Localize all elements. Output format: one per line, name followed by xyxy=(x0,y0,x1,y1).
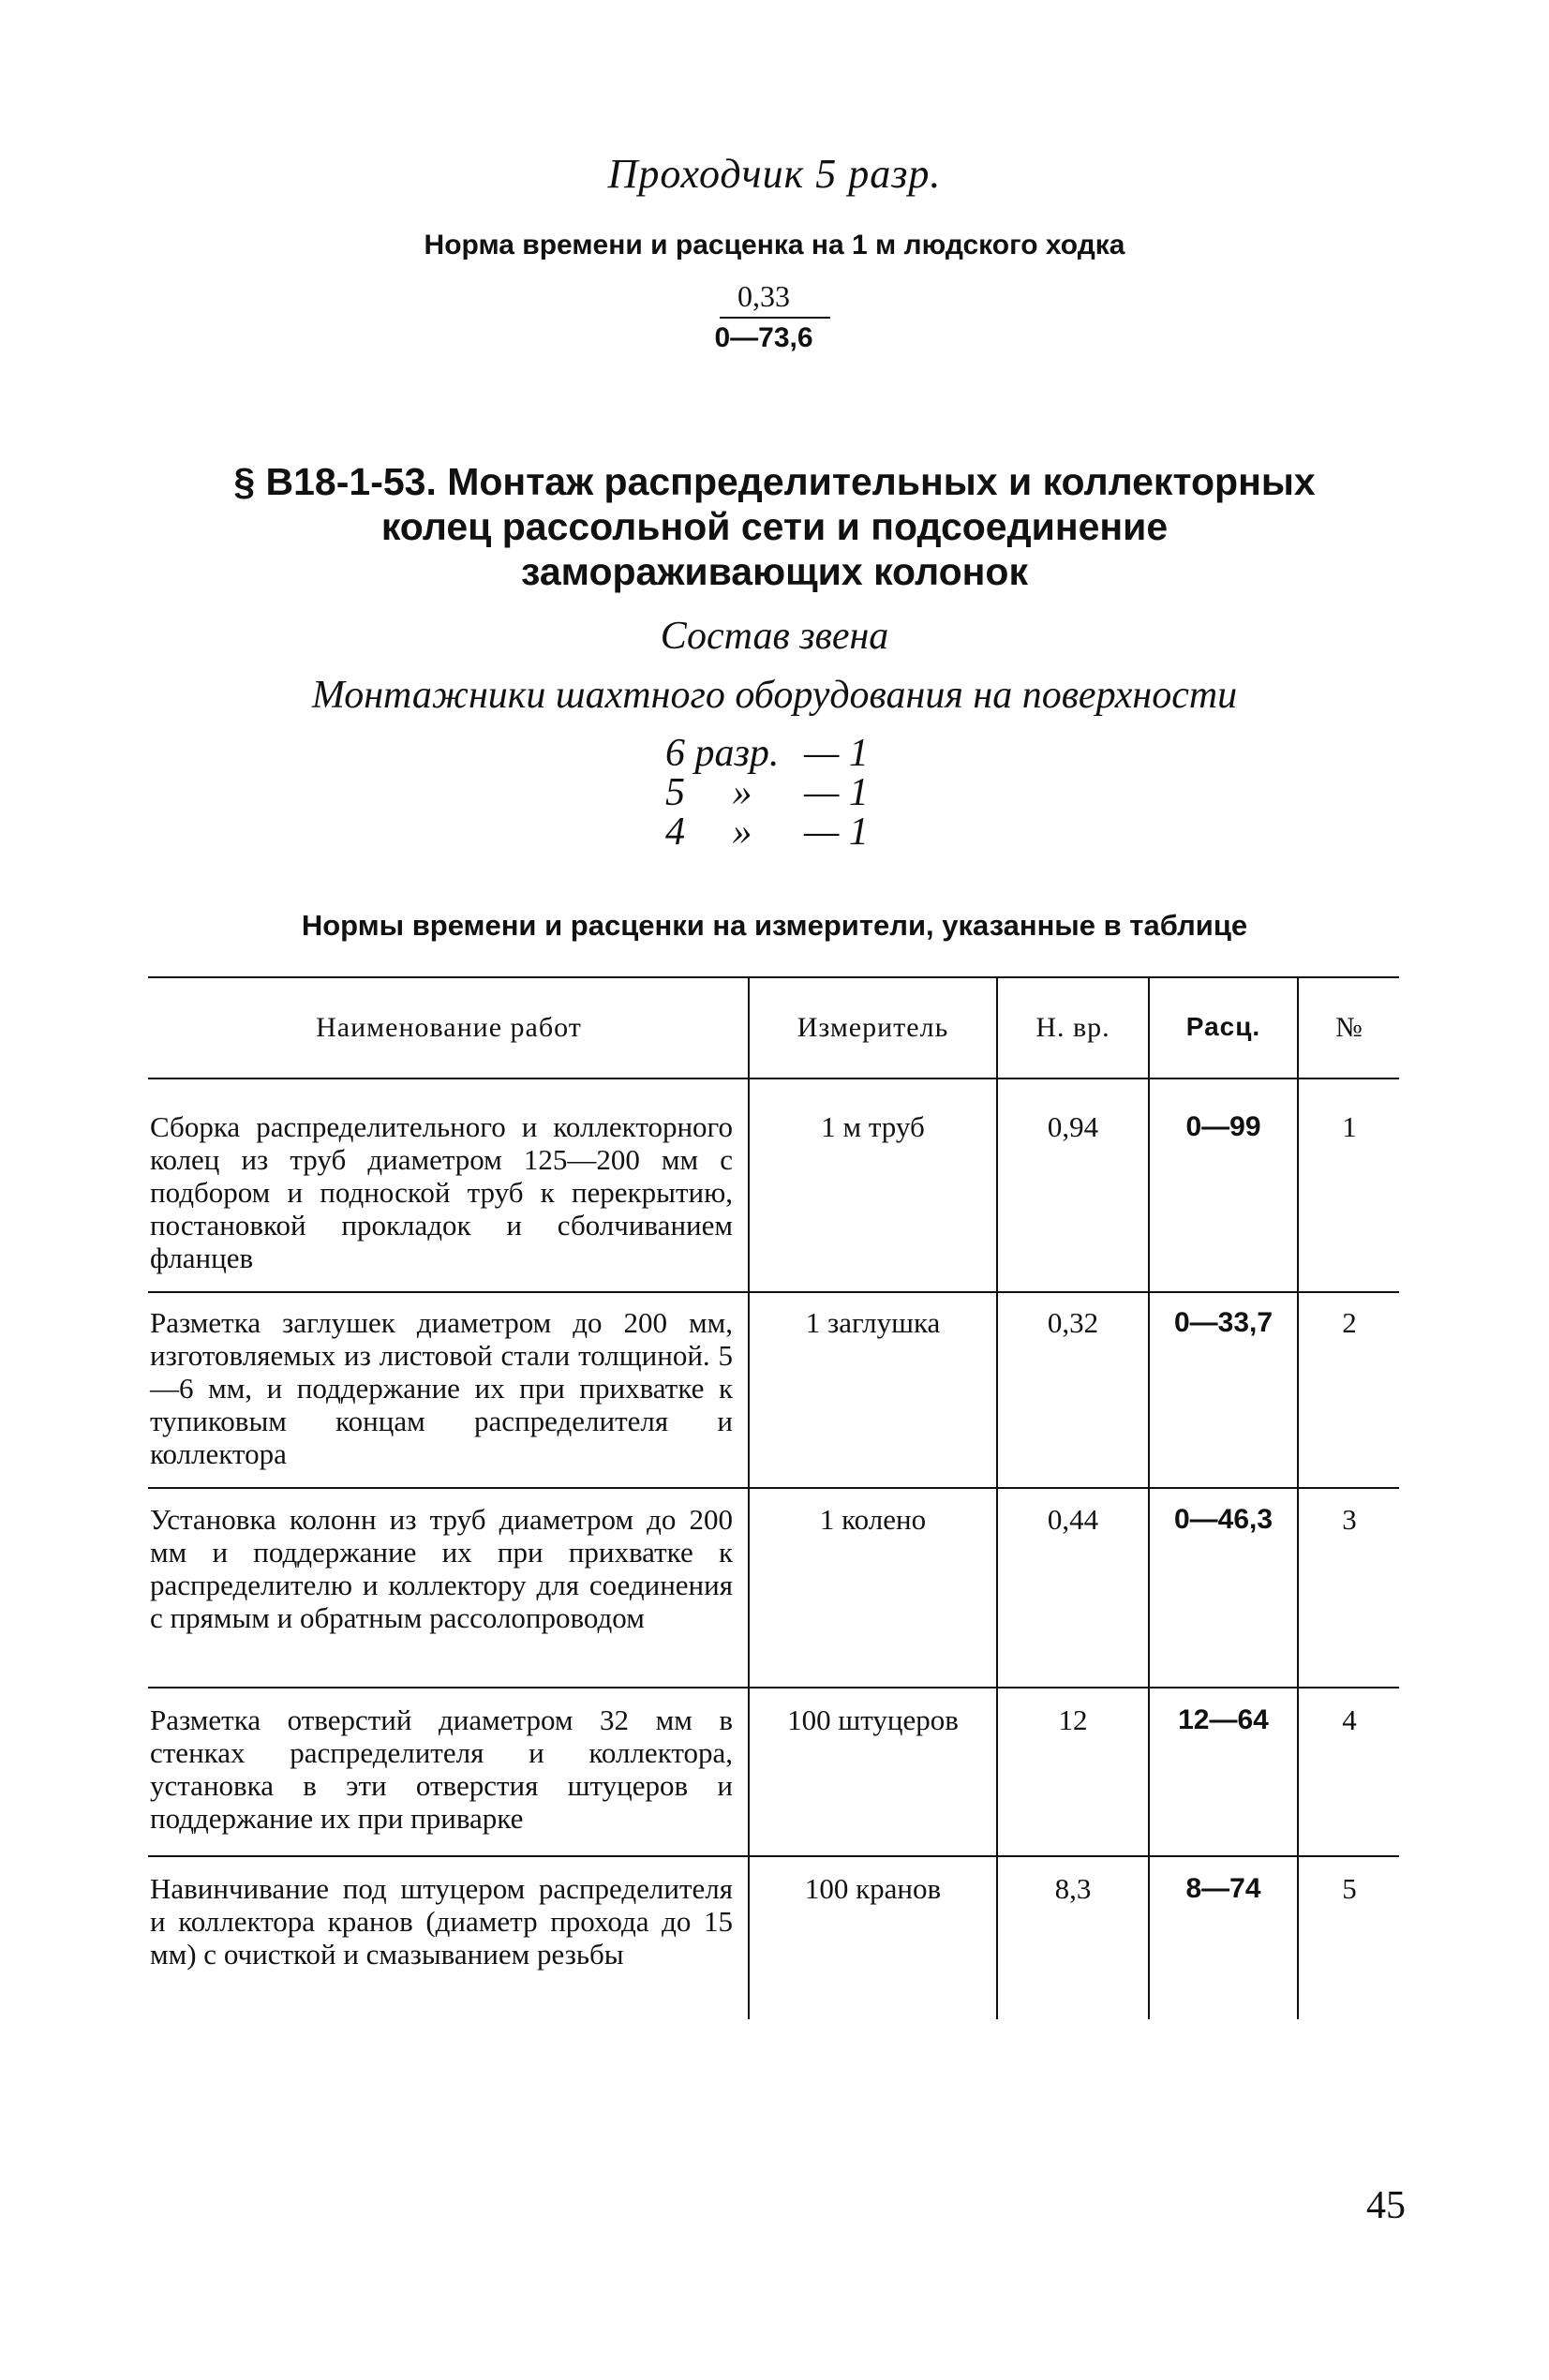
row-rule-3 xyxy=(148,1687,1399,1688)
header-num: № xyxy=(1335,1012,1363,1043)
section-heading-line1: § В18-1-53. Монтаж распределительных и коллекторных xyxy=(233,460,1316,503)
row-5-unit: 100 кранов xyxy=(804,1872,942,1905)
table-header-rule xyxy=(148,1078,1399,1079)
crew-count-3: — 1 xyxy=(804,811,869,854)
row-4-price: 12—64 xyxy=(1178,1704,1269,1735)
crew-subtitle: Монтажники шахтного оборудования на поверхности xyxy=(311,674,1238,717)
page-number: 45 xyxy=(1366,2184,1406,2227)
worker-title: Проходчик 5 разр. xyxy=(607,151,942,197)
section-heading-line3: замораживающих колонок xyxy=(521,550,1028,593)
row-2-price: 0—33,7 xyxy=(1173,1307,1273,1338)
crew-grade-3: 4 » xyxy=(665,811,752,854)
fraction-bar xyxy=(720,317,830,319)
row-5-price: 8—74 xyxy=(1185,1873,1261,1904)
row-4-time: 12 xyxy=(1058,1703,1088,1736)
row-3-name: Установка колонн из труб диаметром до 200 мм и поддержание их при прихватке к распределителю и коллектору для соединения с прямым и обратным рассолопроводом xyxy=(150,1503,733,1634)
row-2-name: Разметка заглушек диаметром до 200 мм, изготовляемых из листовой стали толщиной. 5—6 мм, и поддержание их при прихватке к тупиковым концам распределителя и коллектора xyxy=(150,1306,733,1470)
crew-grade-2: 5 » xyxy=(665,771,752,814)
row-1-time: 0,94 xyxy=(1047,1110,1099,1143)
crew-count-1: — 1 xyxy=(804,732,869,775)
row-5-name: Навинчивание под штуцером распределителя и коллектора кранов (диаметр прохода до 15 мм) с очисткой и смазыванием резьбы xyxy=(150,1872,733,1971)
row-2-time: 0,32 xyxy=(1047,1306,1099,1339)
norm-caption: Норма времени и расценка на 1 м людского ходка xyxy=(424,230,1125,260)
section-heading-line2: колец рассольной сети и подсоединение xyxy=(380,505,1169,548)
row-3-unit: 1 колено xyxy=(819,1503,927,1536)
row-1-name: Сборка распределительного и коллекторного колец из труб диаметром 125—200 мм с подбором и подноской труб к перекрытию, постановкой прокладок и сболчиванием фланцев xyxy=(150,1110,733,1274)
fraction-numerator: 0,33 xyxy=(737,279,790,313)
row-4-unit: 100 штуцеров xyxy=(787,1703,959,1736)
table-top-rule xyxy=(148,976,1399,978)
row-3-price: 0—46,3 xyxy=(1173,1504,1273,1535)
row-1-num: 1 xyxy=(1342,1110,1357,1143)
row-4-num: 4 xyxy=(1342,1703,1357,1736)
header-name: Наименование работ xyxy=(316,1012,582,1043)
row-3-num: 3 xyxy=(1342,1503,1357,1536)
fraction-denominator: 0—73,6 xyxy=(714,322,813,353)
table-caption: Нормы времени и расценки на измерители, указанные в таблице xyxy=(301,909,1248,942)
row-5-time: 8,3 xyxy=(1054,1872,1092,1905)
header-unit: Измеритель xyxy=(797,1012,949,1043)
row-rule-2 xyxy=(148,1487,1399,1489)
header-time: Н. вр. xyxy=(1035,1012,1110,1043)
crew-grade-1: 6 разр. xyxy=(665,732,780,775)
row-3-time: 0,44 xyxy=(1047,1503,1099,1536)
row-4-name: Разметка отверстий диаметром 32 мм в стенках распределителя и коллектора, установка в эти отверстия штуцеров и поддержание их при приварке xyxy=(150,1703,733,1835)
row-2-num: 2 xyxy=(1342,1306,1357,1339)
row-rule-1 xyxy=(148,1291,1399,1293)
row-rule-4 xyxy=(148,1855,1399,1857)
row-1-unit: 1 м труб xyxy=(821,1110,925,1143)
header-price: Расц. xyxy=(1185,1012,1261,1041)
row-5-num: 5 xyxy=(1342,1872,1357,1905)
crew-count-2: — 1 xyxy=(804,771,869,814)
crew-title: Состав звена xyxy=(660,615,889,658)
row-2-unit: 1 заглушка xyxy=(805,1306,941,1339)
row-1-price: 0—99 xyxy=(1185,1111,1261,1142)
